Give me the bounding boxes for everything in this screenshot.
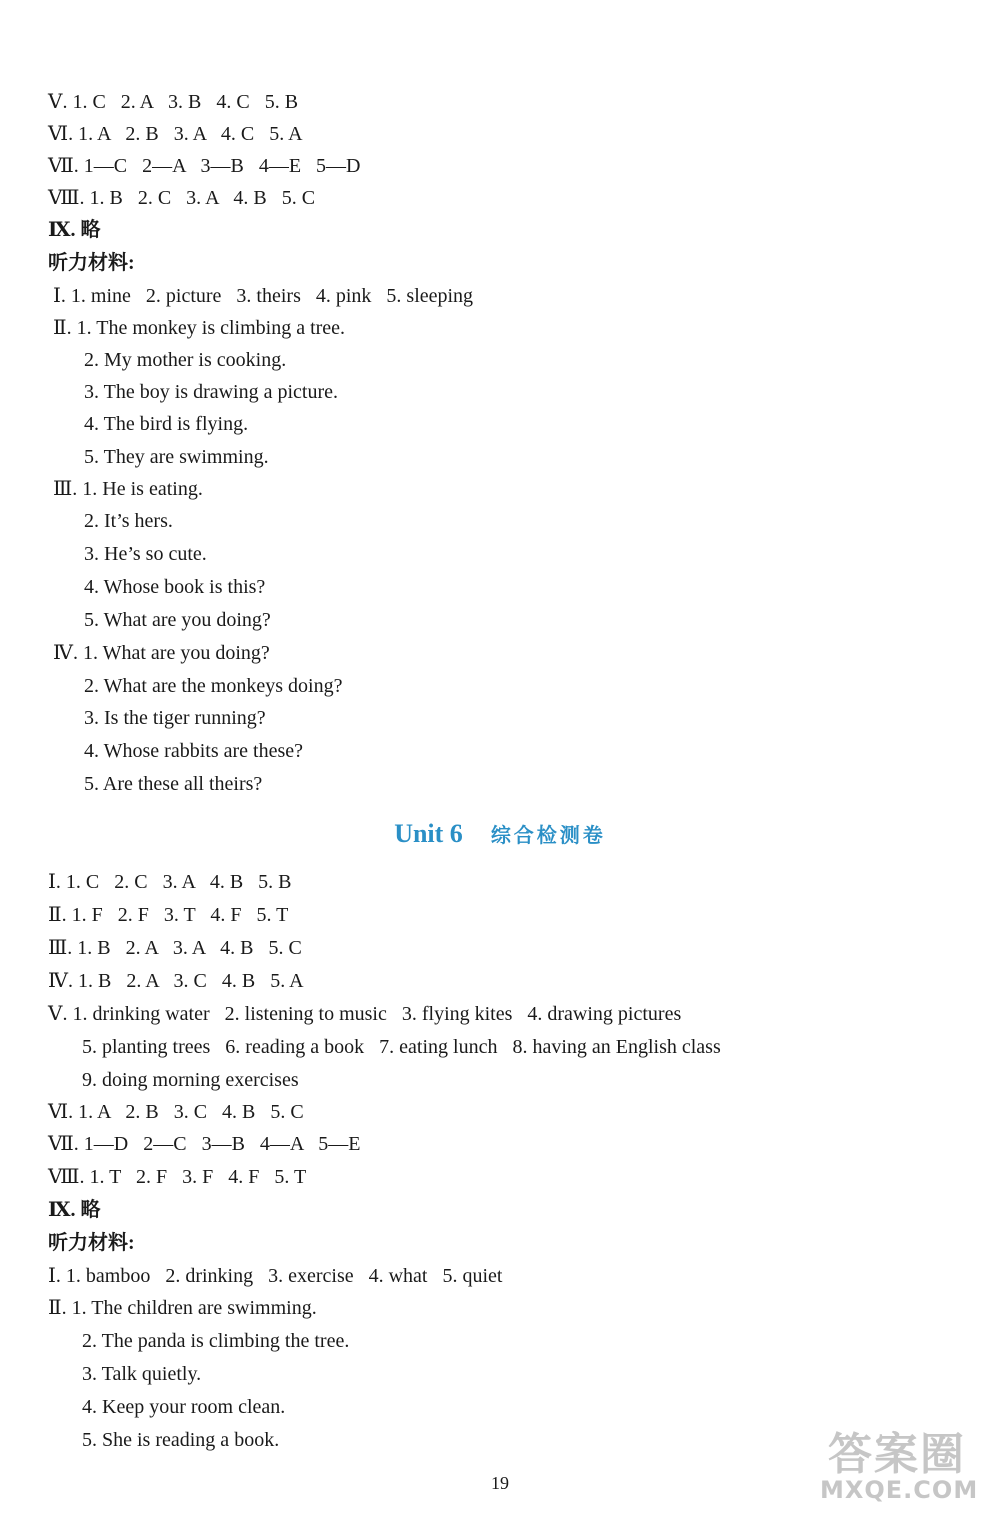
unit6-listening-2: Ⅱ. 1. The children are swimming. xyxy=(48,1297,317,1319)
section-title xyxy=(0,818,1000,851)
unit6-answer-5-cont2: 9. doing morning exercises xyxy=(82,1069,299,1091)
unit6-answer-4: Ⅳ. 1. B 2. A 3. C 4. B 5. A xyxy=(48,970,304,992)
unit6-answer-8: Ⅷ. 1. T 2. F 3. F 4. F 5. T xyxy=(48,1166,307,1188)
listening-line-3-item-5: 5. What are you doing? xyxy=(84,609,271,631)
unit6-listening-2-item-3: 3. Talk quietly. xyxy=(82,1363,202,1385)
listening-material-heading: 听力材料: xyxy=(48,252,135,274)
listening-line-4-item-5: 5. Are these all theirs? xyxy=(84,773,263,795)
listening-line-2-item-2: 2. My mother is cooking. xyxy=(84,349,287,371)
listening-line-3: Ⅲ. 1. He is eating. xyxy=(48,478,203,500)
answer-line-8: Ⅷ. 1. B 2. C 3. A 4. B 5. C xyxy=(48,187,316,209)
watermark-logo xyxy=(814,1418,994,1510)
listening-line-2-item-3: 3. The boy is drawing a picture. xyxy=(84,381,339,403)
answer-line-6: Ⅵ. 1. A 2. B 3. A 4. C 5. A xyxy=(48,123,303,145)
unit6-listening-1: Ⅰ. 1. bamboo 2. drinking 3. exercise 4. what 5. quiet xyxy=(48,1265,503,1287)
listening-line-2-item-5: 5. They are swimming. xyxy=(84,446,269,468)
listening-line-2: Ⅱ. 1. The monkey is climbing a tree. xyxy=(48,317,346,339)
listening-line-4-item-4: 4. Whose rabbits are these? xyxy=(84,740,303,762)
unit6-answer-7: Ⅶ. 1—D 2—C 3—B 4—A 5—E xyxy=(48,1133,361,1155)
watermark-text-bottom: MXQE.COM xyxy=(820,1476,979,1504)
listening-line-4: Ⅳ. 1. What are you doing? xyxy=(48,642,270,664)
page-number: 19 xyxy=(491,1473,509,1493)
unit6-answer-2: Ⅱ. 1. F 2. F 3. T 4. F 5. T xyxy=(48,904,289,926)
unit6-answer-5: Ⅴ. 1. drinking water 2. listening to music 3. flying kites 4. drawing pictures xyxy=(48,1003,682,1025)
watermark-text-top: 答案圈 xyxy=(828,1429,966,1480)
unit6-answer-9: Ⅸ. 略 xyxy=(48,1199,101,1221)
unit6-listening-heading: 听力材料: xyxy=(48,1232,135,1254)
unit6-answer-3: Ⅲ. 1. B 2. A 3. A 4. B 5. C xyxy=(48,937,302,959)
unit6-answer-1: Ⅰ. 1. C 2. C 3. A 4. B 5. B xyxy=(48,871,292,893)
unit6-listening-2-item-5: 5. She is reading a book. xyxy=(82,1429,280,1451)
listening-line-1: Ⅰ. 1. mine 2. picture 3. theirs 4. pink 5. sleeping xyxy=(48,285,474,307)
unit6-listening-2-item-2: 2. The panda is climbing the tree. xyxy=(82,1330,350,1352)
unit-title: Unit 6 xyxy=(394,819,463,848)
unit6-listening-2-item-4: 4. Keep your room clean. xyxy=(82,1396,286,1418)
unit6-answer-5-cont: 5. planting trees 6. reading a book 7. eating lunch 8. having an English class xyxy=(82,1036,721,1058)
unit-subtitle: 综合检测卷 xyxy=(490,823,606,847)
answer-line-7: Ⅶ. 1—C 2—A 3—B 4—E 5—D xyxy=(48,155,361,177)
listening-line-3-item-4: 4. Whose book is this? xyxy=(84,576,266,598)
listening-line-4-item-2: 2. What are the monkeys doing? xyxy=(84,675,343,697)
listening-line-4-item-3: 3. Is the tiger running? xyxy=(84,707,266,729)
listening-line-3-item-2: 2. It’s hers. xyxy=(84,510,173,532)
unit6-answer-6: Ⅵ. 1. A 2. B 3. C 4. B 5. C xyxy=(48,1101,304,1123)
answer-line-5: Ⅴ. 1. C 2. A 3. B 4. C 5. B xyxy=(48,91,299,113)
listening-line-3-item-3: 3. He’s so cute. xyxy=(84,543,207,565)
listening-line-2-item-4: 4. The bird is flying. xyxy=(84,413,249,435)
answer-line-9: Ⅸ. 略 xyxy=(48,219,101,241)
